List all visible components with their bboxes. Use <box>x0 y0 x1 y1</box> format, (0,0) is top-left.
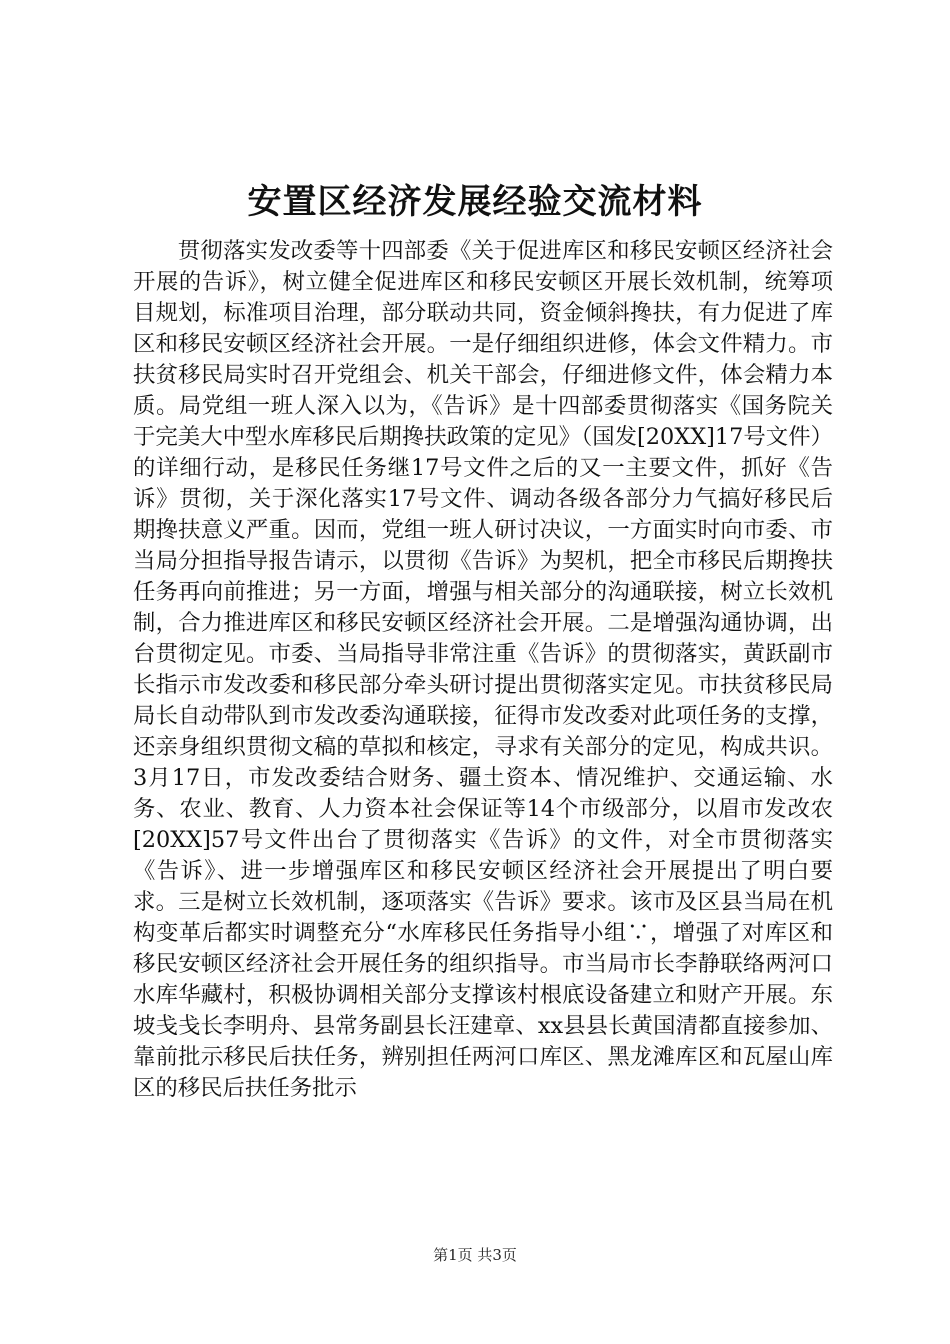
document-body-paragraph: 贯彻落实发改委等十四部委《关于促进库区和移民安顿区经济社会开展的告诉》，树立健全促进库区和移民安顿区开展长效机制，统筹项目规划，标准项目治理，部分联动共同，资金倾斜搀扶，有力促进了库区和移民安顿区经济社会开展。一是仔细组织进修，体会文件精力。市扶贫移民局实时召开党组会、机关干部会，仔细进修文件，体会精力本质。局党组一班人深入以为，《告诉》是十四部委贯彻落实《国务院关于完美大中型水库移民后期搀扶政策的定见》（国发[20XX]17号文件）的详细行动，是移民任务继17号文件之后的又一主要文件，抓好《告诉》贯彻，关于深化落实17号文件、调动各级各部分力气搞好移民后期搀扶意义严重。因而，党组一班人研讨决议，一方面实时向市委、市当局分担指导报告请示，以贯彻《告诉》为契机，把全市移民后期搀扶任务再向前推进；另一方面，增强与相关部分的沟通联接，树立长效机制，合力推进库区和移民安顿区经济社会开展。二是增强沟通协调，出台贯彻定见。市委、当局指导非常注重《告诉》的贯彻落实，黄跃副市长指示市发改委和移民部分牵头研讨提出贯彻落实定见。市扶贫移民局局长自动带队到市发改委沟通联接，征得市发改委对此项任务的支撑，还亲身组织贯彻文稿的草拟和核定，寻求有关部分的定见，构成共识。3月17日，市发改委结合财务、疆土资本、情况维护、交通运输、水务、农业、教育、人力资本社会保证等14个市级部分，以眉市发改农[20XX]57号文件出台了贯彻落实《告诉》的文件，对全市贯彻落实《告诉》、进一步增强库区和移民安顿区经济社会开展提出了明白要求。三是树立长效机制，逐项落实《告诉》要求。该市及区县当局在机构变革后都实时调整充分“水库移民任务指导小组∵，增强了对库区和移民安顿区经济社会开展任务的组织指导。市当局市长李静联络两河口水库华藏村，积极协调相关部分支撑该村根底设备建立和财产开展。东坡戋戋长李明舟、县常务副县长汪建章、xx县县长黄国清都直接参加、靠前批示移民后扶任务，辨别担任两河口库区、黑龙滩库区和瓦屋山库区的移民后扶任务批示 <box>133 238 833 1101</box>
page-number-footer: 第1页 共3页 <box>433 1246 517 1264</box>
document-title: 安置区经济发展经验交流材料 <box>247 182 703 222</box>
